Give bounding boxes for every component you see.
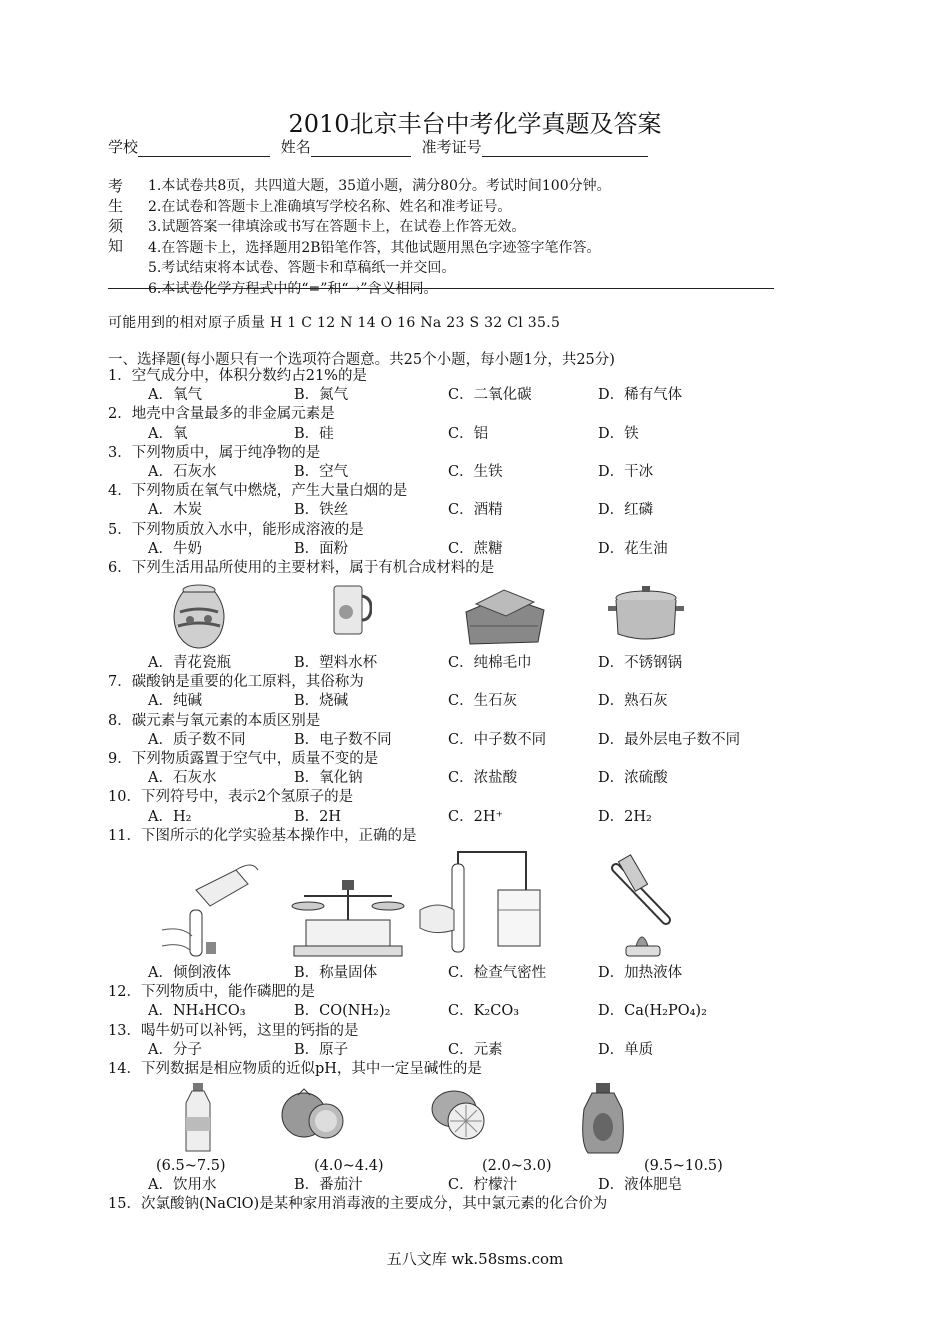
id-blank [482,142,648,157]
option-d: D．最外层电子数不同 [598,731,741,748]
notice-item: 4.在答题卡上，选择题用2B铅笔作答，其他试题用黑色字迹签字笔作答。 [148,239,601,256]
option-b: B．电子数不同 [294,731,392,748]
notice-list [148,176,611,299]
question-stem: 15．次氯酸钠(NaClO)是某种家用消毒液的主要成分，其中氯元素的化合价为 [108,1196,608,1213]
question-stem: 3．下列物质中，属于纯净物的是 [108,444,321,461]
option-d: D．加热液体 [598,964,683,981]
id-label: 准考证号 [421,138,482,156]
option-c: C．二氧化碳 [448,387,532,404]
option-a: A．质子数不同 [148,731,246,748]
option-c: C．2H⁺ [448,808,504,825]
option-d: D．Ca(H₂PO₄)₂ [598,1003,707,1020]
liquid-soap-image [578,1083,628,1155]
water-bottle-image [180,1083,216,1155]
option-a: A．H₂ [148,808,192,825]
notice-item: 2.在试卷和答题卡上准确填写学校名称、姓名和准考证号。 [148,198,512,215]
option-b: B．2H [294,808,342,825]
pouring-liquid-image [152,850,262,962]
option-c: C．蔗糖 [448,540,503,557]
option-b: B．番茄汁 [294,1177,363,1194]
ph-value-a: (6.5~7.5) [156,1158,226,1175]
section-title: 一、选择题(每小题只有一个选项符合题意。共25个小题，每小题1分，共25分) [108,352,615,368]
option-a: A．青花瓷瓶 [148,655,231,672]
option-d: D．稀有气体 [598,387,683,404]
option-c: C．浓盐酸 [448,770,518,787]
ph-values-row [108,1157,828,1176]
option-c: C．酒精 [448,502,503,519]
page-title: 2010北京丰台中考化学真题及答案 [288,110,662,138]
lemon-image [426,1083,492,1143]
atomic-masses: 可能用到的相对原子质量 H 1 C 12 N 14 O 16 Na 23 S 32 Cl 35.5 [108,315,561,331]
plastic-cup-image [330,582,372,638]
option-d: D．不锈钢锅 [598,655,683,672]
question-stem: 7．碳酸钠是重要的化工原料，其俗称为 [108,674,364,691]
ph-value-d: (9.5~10.5) [644,1158,723,1175]
option-c: C．K₂CO₃ [448,1003,520,1020]
option-d: D．液体肥皂 [598,1177,683,1194]
option-b: B．铁丝 [294,502,349,519]
option-a: A．分子 [148,1041,202,1058]
option-b: B．氮气 [294,387,349,404]
option-d: D．红磷 [598,502,654,519]
weighing-balance-image [284,850,412,962]
question-stem: 13．喝牛奶可以补钙，这里的钙指的是 [108,1022,359,1039]
school-label: 学校 [108,138,139,156]
question-options [108,386,828,405]
option-d: D．浓硫酸 [598,770,668,787]
option-a: A．石灰水 [148,463,217,480]
option-a: A．纯碱 [148,693,202,710]
q6-image-row [108,578,828,654]
divider [108,288,774,289]
question-stem: 8．碳元素与氧元素的本质区别是 [108,712,321,729]
notice-label-char: 考 [108,177,124,195]
option-a: A．氧气 [148,387,202,404]
notice-label-char: 生 [108,197,124,215]
option-a: A．饮用水 [148,1177,217,1194]
student-info-fields [108,136,654,157]
option-b: B．面粉 [294,540,349,557]
ph-value-b: (4.0~4.4) [314,1158,384,1175]
question-options [108,692,828,711]
option-c: C．元素 [448,1041,503,1058]
option-a: A．牛奶 [148,540,202,557]
option-d: D．干冰 [598,463,654,480]
option-d: D．单质 [598,1041,654,1058]
option-c: C．柠檬汁 [448,1177,518,1194]
question-stem: 11．下图所示的化学实验基本操作中，正确的是 [108,827,417,844]
notice-item: 5.考试结束将本试卷、答题卡和草稿纸一并交回。 [148,260,456,276]
notice-item: 1.本试卷共8页，共四道大题，35道小题，满分80分。考试时间100分钟。 [148,178,611,194]
option-a: A．倾倒液体 [148,964,231,981]
option-c: C．中子数不同 [448,731,547,748]
option-b: B．空气 [294,463,349,480]
option-b: B．CO(NH₂)₂ [294,1003,391,1020]
question-options [108,808,828,827]
question-options [108,1176,828,1195]
question-options [108,425,828,444]
question-stem: 4．下列物质在氧气中燃烧，产生大量白烟的是 [108,483,408,500]
question-options [108,964,828,983]
question-stem: 9．下列物质露置于空气中，质量不变的是 [108,751,379,767]
cotton-towel-image [460,582,550,648]
option-c: C．检查气密性 [448,964,547,981]
notice-label-char: 知 [108,237,124,255]
footer-watermark: 五八文库 wk.58sms.com [386,1250,564,1268]
question-options [108,463,828,482]
option-b: B．氧化钠 [294,770,363,787]
option-c: C．纯棉毛巾 [448,655,532,672]
notice-label-char: 须 [108,217,124,235]
option-b: B．烧碱 [294,693,349,710]
school-blank [138,142,270,157]
option-c: C．生石灰 [448,693,518,710]
steel-pot-image [608,582,684,644]
question-options [108,501,828,520]
option-b: B．硅 [294,425,334,442]
question-stem: 14．下列数据是相应物质的近似pH，其中一定呈碱性的是 [108,1060,482,1077]
option-c: C．铝 [448,425,489,442]
question-options [108,769,828,788]
option-a: A．氧 [148,425,188,442]
question-options [108,731,828,750]
q11-image-row [108,846,828,964]
question-stem: 10．下列符号中，表示2个氢原子的是 [108,789,354,806]
option-d: D．花生油 [598,540,668,557]
tomato-image [278,1083,348,1143]
question-options [108,1041,828,1060]
question-stem: 5．下列物质放入水中，能形成溶液的是 [108,521,364,538]
question-list [108,367,828,1215]
option-a: A．木炭 [148,502,202,519]
option-a: A．石灰水 [148,770,217,787]
option-a: A．NH₄HCO₃ [148,1003,246,1020]
ph-value-c: (2.0~3.0) [482,1158,552,1175]
question-stem: 6．下列生活用品所使用的主要材料，属于有机合成材料的是 [108,559,495,576]
q14-image-row [108,1079,828,1157]
notice-item: 6.本试卷化学方程式中的“=”和“→”含义相同。 [148,280,438,297]
question-stem: 2．地壳中含量最多的非金属元素是 [108,406,335,423]
question-stem: 12．下列物质中，能作磷肥的是 [108,984,315,1001]
option-b: B．塑料水杯 [294,655,378,672]
name-label: 姓名 [280,138,311,156]
option-c: C．生铁 [448,463,503,480]
option-d: D．熟石灰 [598,693,668,710]
option-b: B．称量固体 [294,964,378,981]
option-d: D．铁 [598,425,639,442]
question-options [108,654,828,673]
notice-label [108,176,128,256]
heating-liquid-image [586,850,696,962]
porcelain-vase-image [166,582,232,650]
option-b: B．原子 [294,1041,349,1058]
airtightness-check-image [414,850,544,962]
question-stem: 1．空气成分中，体积分数约占21%的是 [108,368,367,384]
question-options [108,540,828,559]
notice-item: 3.试题答案一律填涂或书写在答题卡上，在试卷上作答无效。 [148,219,526,235]
name-blank [311,142,411,157]
option-d: D．2H₂ [598,808,652,825]
question-options [108,1002,828,1021]
